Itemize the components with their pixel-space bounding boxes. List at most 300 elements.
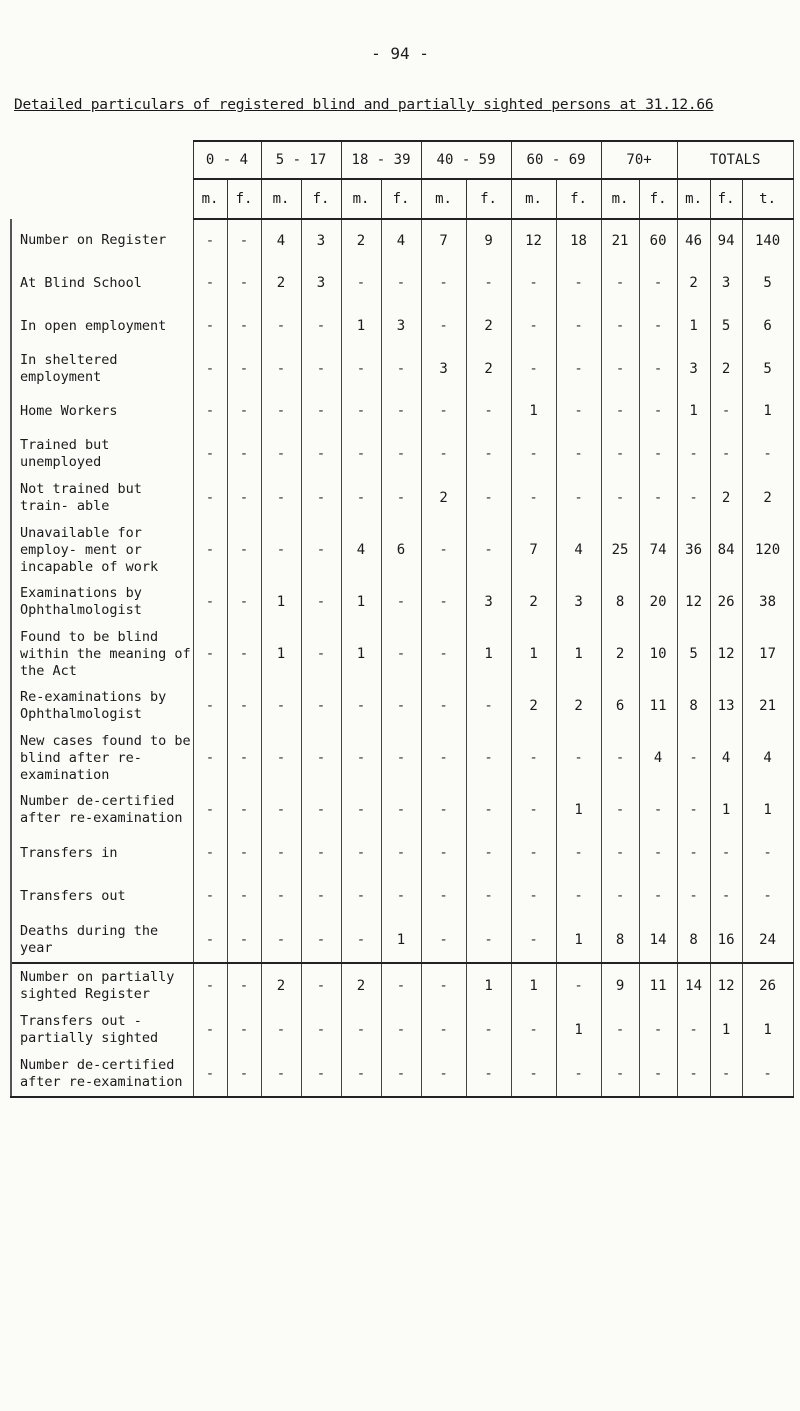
table-cell: - bbox=[193, 918, 227, 963]
table-cell: - bbox=[639, 874, 677, 918]
table-row bbox=[11, 219, 793, 262]
table-cell: - bbox=[710, 1052, 742, 1097]
sex-header: f. bbox=[466, 179, 511, 219]
table-cell: - bbox=[193, 348, 227, 390]
table-cell: - bbox=[556, 874, 601, 918]
table-cell: 1 bbox=[511, 390, 556, 432]
table-cell: 4 bbox=[556, 520, 601, 580]
table-cell: - bbox=[341, 918, 381, 963]
table-cell: - bbox=[511, 832, 556, 874]
table-cell: - bbox=[466, 476, 511, 520]
table-cell: - bbox=[381, 684, 421, 728]
table-cell: 4 bbox=[742, 728, 793, 788]
table-cell: - bbox=[421, 432, 466, 476]
table-cell: - bbox=[639, 788, 677, 832]
table-cell: - bbox=[601, 728, 639, 788]
row-label: Transfers in bbox=[11, 832, 193, 874]
table-cell: 2 bbox=[511, 580, 556, 624]
table-cell: - bbox=[639, 390, 677, 432]
sex-header: f. bbox=[227, 179, 261, 219]
table-cell: - bbox=[677, 728, 710, 788]
table-cell: - bbox=[341, 728, 381, 788]
table-cell: - bbox=[341, 832, 381, 874]
table-cell: 2 bbox=[601, 624, 639, 684]
table-cell: - bbox=[556, 304, 601, 348]
table-cell: - bbox=[556, 476, 601, 520]
table-cell: - bbox=[261, 390, 301, 432]
table-cell: - bbox=[261, 832, 301, 874]
table-cell: - bbox=[341, 348, 381, 390]
row-label: Transfers out bbox=[11, 874, 193, 918]
table-cell: 6 bbox=[381, 520, 421, 580]
table-cell: - bbox=[381, 348, 421, 390]
table-cell: - bbox=[710, 432, 742, 476]
table-cell: - bbox=[639, 304, 677, 348]
table-cell: - bbox=[601, 874, 639, 918]
table-cell: 17 bbox=[742, 624, 793, 684]
table-cell: 3 bbox=[556, 580, 601, 624]
table-cell: - bbox=[227, 390, 261, 432]
age-group-header: 18 - 39 bbox=[341, 141, 421, 179]
blind-persons-table bbox=[10, 140, 794, 1098]
row-label: Number de-certified after re-examination bbox=[11, 1052, 193, 1097]
table-cell: - bbox=[261, 348, 301, 390]
age-group-header: 70+ bbox=[601, 141, 677, 179]
table-cell: - bbox=[341, 1052, 381, 1097]
table-cell: - bbox=[301, 874, 341, 918]
table-cell: - bbox=[639, 262, 677, 304]
table-cell: - bbox=[227, 832, 261, 874]
table-cell: 3 bbox=[677, 348, 710, 390]
table-cell: - bbox=[301, 832, 341, 874]
table-cell: - bbox=[556, 728, 601, 788]
table-cell: 13 bbox=[710, 684, 742, 728]
table-cell: - bbox=[601, 390, 639, 432]
table-cell: - bbox=[341, 1008, 381, 1052]
table-cell: - bbox=[421, 874, 466, 918]
table-cell: 2 bbox=[742, 476, 793, 520]
sex-header: m. bbox=[511, 179, 556, 219]
table-cell: 11 bbox=[639, 684, 677, 728]
table-cell: 84 bbox=[710, 520, 742, 580]
table-cell: - bbox=[227, 788, 261, 832]
table-cell: - bbox=[511, 1008, 556, 1052]
table-body bbox=[11, 219, 793, 1097]
table-cell: - bbox=[301, 390, 341, 432]
row-label: Unavailable for employ- ment or incapable of work bbox=[11, 520, 193, 580]
table-cell: - bbox=[261, 476, 301, 520]
table-cell: - bbox=[227, 580, 261, 624]
table-cell: 1 bbox=[556, 788, 601, 832]
table-cell: 1 bbox=[677, 390, 710, 432]
table-cell: 140 bbox=[742, 219, 793, 262]
table-cell: - bbox=[421, 728, 466, 788]
table-cell: - bbox=[421, 918, 466, 963]
table-cell: - bbox=[193, 684, 227, 728]
table-cell: - bbox=[466, 874, 511, 918]
table-cell: - bbox=[193, 728, 227, 788]
table-cell: - bbox=[511, 348, 556, 390]
table-cell: - bbox=[381, 1052, 421, 1097]
table-cell: - bbox=[710, 832, 742, 874]
table-cell: 46 bbox=[677, 219, 710, 262]
table-cell: 4 bbox=[341, 520, 381, 580]
table-cell: 8 bbox=[677, 918, 710, 963]
table-row bbox=[11, 728, 793, 788]
table-cell: - bbox=[301, 684, 341, 728]
table-cell: 6 bbox=[601, 684, 639, 728]
table-cell: - bbox=[261, 1008, 301, 1052]
table-row bbox=[11, 348, 793, 390]
table-cell: - bbox=[261, 432, 301, 476]
table-cell: - bbox=[301, 476, 341, 520]
table-cell: 5 bbox=[742, 262, 793, 304]
table-cell: 6 bbox=[742, 304, 793, 348]
table-cell: - bbox=[227, 348, 261, 390]
table-cell: - bbox=[261, 304, 301, 348]
table-row bbox=[11, 262, 793, 304]
row-label: Transfers out - partially sighted bbox=[11, 1008, 193, 1052]
table-cell: 16 bbox=[710, 918, 742, 963]
table-cell: - bbox=[381, 874, 421, 918]
table-cell: 1 bbox=[511, 963, 556, 1008]
table-cell: 7 bbox=[511, 520, 556, 580]
table-cell: 5 bbox=[710, 304, 742, 348]
table-cell: - bbox=[601, 832, 639, 874]
table-cell: - bbox=[421, 684, 466, 728]
row-label: Found to be blind within the meaning of the Act bbox=[11, 624, 193, 684]
table-cell: 24 bbox=[742, 918, 793, 963]
table-cell: 2 bbox=[710, 348, 742, 390]
table-cell: - bbox=[511, 918, 556, 963]
table-cell: - bbox=[466, 390, 511, 432]
table-cell: 1 bbox=[677, 304, 710, 348]
table-cell: - bbox=[261, 918, 301, 963]
totals-header: TOTALS bbox=[677, 141, 793, 179]
table-cell: - bbox=[556, 1052, 601, 1097]
table-cell: - bbox=[381, 788, 421, 832]
table-cell: 1 bbox=[261, 624, 301, 684]
row-label: Re-examinations by Ophthalmologist bbox=[11, 684, 193, 728]
table-cell: - bbox=[227, 520, 261, 580]
table-cell: 12 bbox=[710, 624, 742, 684]
table-row bbox=[11, 963, 793, 1008]
table-cell: 94 bbox=[710, 219, 742, 262]
table-cell: - bbox=[301, 520, 341, 580]
table-cell: - bbox=[511, 1052, 556, 1097]
table-cell: - bbox=[677, 476, 710, 520]
table-cell: - bbox=[677, 1008, 710, 1052]
table-cell: - bbox=[341, 432, 381, 476]
table-cell: - bbox=[341, 874, 381, 918]
table-cell: 4 bbox=[639, 728, 677, 788]
table-cell: - bbox=[261, 728, 301, 788]
table-cell: - bbox=[227, 624, 261, 684]
table-cell: - bbox=[193, 390, 227, 432]
sex-header: f. bbox=[556, 179, 601, 219]
table-cell: - bbox=[227, 728, 261, 788]
sex-header: f. bbox=[710, 179, 742, 219]
table-cell: - bbox=[341, 476, 381, 520]
table-cell: 26 bbox=[710, 580, 742, 624]
table-cell: - bbox=[193, 1008, 227, 1052]
table-cell: - bbox=[421, 1008, 466, 1052]
table-cell: - bbox=[193, 963, 227, 1008]
table-cell: 14 bbox=[639, 918, 677, 963]
table-row bbox=[11, 432, 793, 476]
table-cell: 9 bbox=[466, 219, 511, 262]
table-cell: 38 bbox=[742, 580, 793, 624]
table-cell: - bbox=[556, 348, 601, 390]
table-cell: - bbox=[601, 788, 639, 832]
table-cell: - bbox=[421, 832, 466, 874]
table-cell: 2 bbox=[710, 476, 742, 520]
table-row bbox=[11, 1008, 793, 1052]
table-cell: - bbox=[261, 788, 301, 832]
table-row bbox=[11, 304, 793, 348]
table-cell: - bbox=[421, 580, 466, 624]
table-cell: - bbox=[301, 348, 341, 390]
table-cell: 10 bbox=[639, 624, 677, 684]
header-corner bbox=[11, 141, 193, 179]
table-cell: - bbox=[511, 476, 556, 520]
row-label: Number on partially sighted Register bbox=[11, 963, 193, 1008]
table-cell: 8 bbox=[677, 684, 710, 728]
table-cell: - bbox=[556, 832, 601, 874]
table-cell: - bbox=[193, 476, 227, 520]
sex-header: m. bbox=[601, 179, 639, 219]
table-cell: - bbox=[301, 788, 341, 832]
table-cell: - bbox=[466, 918, 511, 963]
table-cell: 1 bbox=[341, 304, 381, 348]
table-cell: 1 bbox=[341, 580, 381, 624]
table-cell: - bbox=[710, 390, 742, 432]
table-cell: - bbox=[639, 476, 677, 520]
table-cell: 2 bbox=[341, 219, 381, 262]
table-cell: - bbox=[511, 788, 556, 832]
row-label: Trained but unemployed bbox=[11, 432, 193, 476]
table-cell: 1 bbox=[466, 963, 511, 1008]
table-cell: - bbox=[193, 1052, 227, 1097]
table-row bbox=[11, 832, 793, 874]
table-cell: 2 bbox=[466, 304, 511, 348]
table-cell: - bbox=[341, 684, 381, 728]
table-cell: - bbox=[677, 874, 710, 918]
table-cell: 7 bbox=[421, 219, 466, 262]
table-cell: 8 bbox=[601, 918, 639, 963]
table-cell: 2 bbox=[341, 963, 381, 1008]
table-cell: 2 bbox=[677, 262, 710, 304]
table-cell: - bbox=[261, 874, 301, 918]
table-cell: - bbox=[193, 580, 227, 624]
row-label: Number on Register bbox=[11, 219, 193, 262]
table-cell: - bbox=[556, 262, 601, 304]
table-cell: 3 bbox=[710, 262, 742, 304]
table-cell: - bbox=[193, 624, 227, 684]
table-cell: 12 bbox=[677, 580, 710, 624]
table-cell: 2 bbox=[556, 684, 601, 728]
table-row bbox=[11, 684, 793, 728]
table-cell: - bbox=[193, 304, 227, 348]
age-group-header: 60 - 69 bbox=[511, 141, 601, 179]
table-cell: 25 bbox=[601, 520, 639, 580]
row-label: At Blind School bbox=[11, 262, 193, 304]
table-cell: 2 bbox=[511, 684, 556, 728]
table-cell: - bbox=[227, 874, 261, 918]
table-cell: - bbox=[381, 832, 421, 874]
table-cell: 1 bbox=[742, 788, 793, 832]
table-cell: 14 bbox=[677, 963, 710, 1008]
table-row bbox=[11, 788, 793, 832]
table-cell: - bbox=[193, 874, 227, 918]
table-cell: - bbox=[381, 262, 421, 304]
statistics-table-container bbox=[10, 140, 792, 1098]
table-cell: - bbox=[193, 262, 227, 304]
table-cell: 1 bbox=[261, 580, 301, 624]
row-label: Number de-certified after re-examination bbox=[11, 788, 193, 832]
row-label: In sheltered employment bbox=[11, 348, 193, 390]
table-cell: - bbox=[421, 788, 466, 832]
table-row bbox=[11, 580, 793, 624]
sex-header: m. bbox=[421, 179, 466, 219]
table-cell: - bbox=[227, 684, 261, 728]
table-cell: - bbox=[193, 520, 227, 580]
table-cell: - bbox=[381, 476, 421, 520]
table-cell: - bbox=[466, 262, 511, 304]
table-cell: - bbox=[193, 788, 227, 832]
table-cell: - bbox=[556, 432, 601, 476]
table-cell: - bbox=[601, 262, 639, 304]
table-cell: 3 bbox=[301, 262, 341, 304]
sex-header: m. bbox=[677, 179, 710, 219]
table-cell: - bbox=[421, 520, 466, 580]
table-cell: - bbox=[511, 728, 556, 788]
table-cell: - bbox=[227, 219, 261, 262]
table-cell: - bbox=[381, 963, 421, 1008]
table-cell: - bbox=[466, 788, 511, 832]
table-cell: 4 bbox=[710, 728, 742, 788]
table-row bbox=[11, 624, 793, 684]
table-cell: 1 bbox=[710, 1008, 742, 1052]
table-cell: 2 bbox=[261, 262, 301, 304]
row-label: Home Workers bbox=[11, 390, 193, 432]
table-cell: - bbox=[742, 432, 793, 476]
table-cell: - bbox=[341, 390, 381, 432]
table-cell: - bbox=[601, 304, 639, 348]
table-cell: - bbox=[466, 832, 511, 874]
table-cell: 60 bbox=[639, 219, 677, 262]
table-cell: - bbox=[601, 432, 639, 476]
table-cell: 1 bbox=[341, 624, 381, 684]
table-cell: 12 bbox=[511, 219, 556, 262]
table-cell: - bbox=[466, 728, 511, 788]
table-cell: - bbox=[227, 432, 261, 476]
table-cell: 26 bbox=[742, 963, 793, 1008]
table-cell: - bbox=[421, 304, 466, 348]
header-corner bbox=[11, 179, 193, 219]
table-cell: 12 bbox=[710, 963, 742, 1008]
table-cell: - bbox=[261, 684, 301, 728]
sex-header: m. bbox=[193, 179, 227, 219]
table-cell: - bbox=[742, 874, 793, 918]
table-cell: 4 bbox=[261, 219, 301, 262]
table-cell: - bbox=[466, 520, 511, 580]
table-cell: - bbox=[193, 432, 227, 476]
table-cell: 2 bbox=[466, 348, 511, 390]
table-cell: - bbox=[227, 1008, 261, 1052]
table-cell: 74 bbox=[639, 520, 677, 580]
table-row bbox=[11, 1052, 793, 1097]
table-cell: 1 bbox=[556, 1008, 601, 1052]
table-cell: - bbox=[381, 624, 421, 684]
table-cell: - bbox=[511, 432, 556, 476]
table-cell: 5 bbox=[677, 624, 710, 684]
table-cell: - bbox=[227, 1052, 261, 1097]
table-cell: - bbox=[193, 832, 227, 874]
sex-header: f. bbox=[381, 179, 421, 219]
table-cell: - bbox=[677, 832, 710, 874]
table-cell: - bbox=[301, 624, 341, 684]
table-cell: - bbox=[466, 1052, 511, 1097]
table-cell: 1 bbox=[556, 624, 601, 684]
age-group-header: 5 - 17 bbox=[261, 141, 341, 179]
table-cell: - bbox=[381, 390, 421, 432]
page-number: - 94 - bbox=[371, 44, 429, 63]
table-cell: - bbox=[301, 304, 341, 348]
table-cell: - bbox=[301, 963, 341, 1008]
table-cell: 5 bbox=[742, 348, 793, 390]
table-cell: 1 bbox=[511, 624, 556, 684]
table-cell: 3 bbox=[381, 304, 421, 348]
sex-header: f. bbox=[639, 179, 677, 219]
table-cell: 8 bbox=[601, 580, 639, 624]
table-cell: - bbox=[639, 1008, 677, 1052]
table-cell: - bbox=[677, 1052, 710, 1097]
table-cell: - bbox=[341, 262, 381, 304]
table-cell: - bbox=[381, 728, 421, 788]
table-cell: - bbox=[742, 832, 793, 874]
table-cell: - bbox=[301, 580, 341, 624]
table-cell: - bbox=[301, 432, 341, 476]
sex-header: m. bbox=[261, 179, 301, 219]
table-cell: 1 bbox=[381, 918, 421, 963]
table-cell: - bbox=[511, 262, 556, 304]
table-cell: 3 bbox=[466, 580, 511, 624]
table-cell: - bbox=[227, 476, 261, 520]
table-cell: - bbox=[381, 580, 421, 624]
table-cell: 2 bbox=[261, 963, 301, 1008]
sex-header: t. bbox=[742, 179, 793, 219]
table-row bbox=[11, 874, 793, 918]
table-cell: - bbox=[639, 432, 677, 476]
table-cell: 120 bbox=[742, 520, 793, 580]
table-cell: - bbox=[421, 262, 466, 304]
table-cell: - bbox=[301, 918, 341, 963]
age-group-header: 40 - 59 bbox=[421, 141, 511, 179]
row-label: Not trained but train- able bbox=[11, 476, 193, 520]
table-cell: - bbox=[341, 788, 381, 832]
table-cell: 21 bbox=[601, 219, 639, 262]
table-cell: - bbox=[466, 684, 511, 728]
table-cell: - bbox=[601, 476, 639, 520]
table-cell: 36 bbox=[677, 520, 710, 580]
table-row bbox=[11, 390, 793, 432]
age-group-header: 0 - 4 bbox=[193, 141, 261, 179]
row-label: Deaths during the year bbox=[11, 918, 193, 963]
table-cell: - bbox=[381, 432, 421, 476]
table-cell: 1 bbox=[742, 1008, 793, 1052]
table-row bbox=[11, 918, 793, 963]
